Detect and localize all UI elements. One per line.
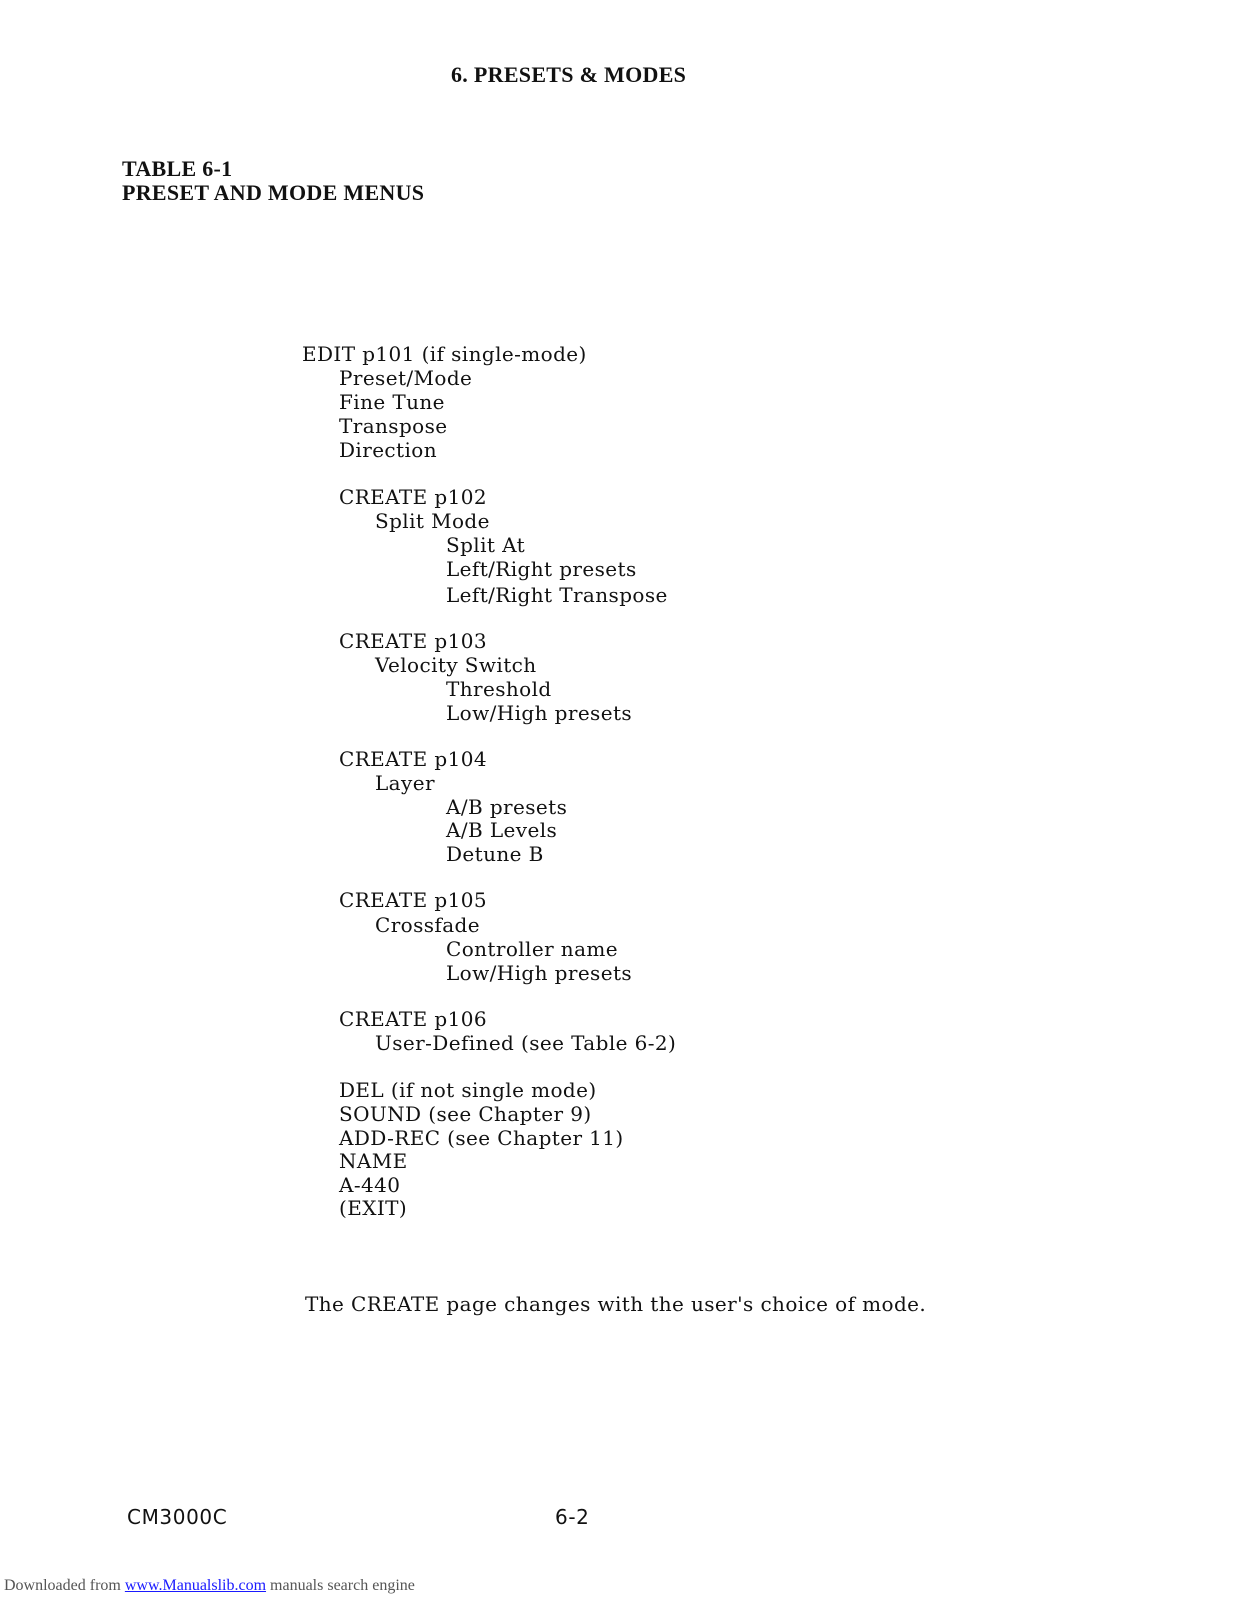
table-number: TABLE 6-1 — [122, 156, 233, 181]
p102-item-lr-presets: Left/Right presets — [446, 557, 637, 581]
menu-create-p102: CREATE p102 — [339, 485, 487, 509]
menu-exit: (EXIT) — [339, 1196, 408, 1220]
menu-create-p106: CREATE p106 — [339, 1007, 487, 1031]
footer-page-number: 6-2 — [555, 1505, 590, 1529]
mode-crossfade: Crossfade — [375, 913, 480, 937]
menu-del: DEL (if not single mode) — [339, 1078, 597, 1102]
menu-add-rec: ADD-REC (see Chapter 11) — [339, 1126, 624, 1150]
menu-create-p104: CREATE p104 — [339, 747, 487, 771]
table-title: PRESET AND MODE MENUS — [122, 180, 425, 205]
mode-split: Split Mode — [375, 509, 490, 533]
p103-item-low-high-presets: Low/High presets — [446, 701, 633, 725]
edit-item-preset-mode: Preset/Mode — [339, 366, 473, 390]
menu-create-p103: CREATE p103 — [339, 629, 487, 653]
mode-layer: Layer — [375, 771, 435, 795]
p105-item-low-high-presets: Low/High presets — [446, 961, 633, 985]
edit-item-fine-tune: Fine Tune — [339, 390, 445, 414]
edit-item-transpose: Transpose — [339, 414, 448, 438]
chapter-title: 6. PRESETS & MODES — [451, 62, 687, 87]
p103-item-threshold: Threshold — [446, 677, 552, 701]
manualslib-link[interactable]: www.Manualslib.com — [124, 1577, 267, 1594]
p104-item-ab-presets: A/B presets — [446, 795, 568, 819]
p102-item-split-at: Split At — [446, 533, 526, 557]
menu-edit: EDIT p101 (if single-mode) — [302, 342, 587, 366]
mode-velocity-switch: Velocity Switch — [375, 653, 537, 677]
menu-name: NAME — [339, 1149, 408, 1173]
create-page-note: The CREATE page changes with the user's choice of mode. — [305, 1292, 927, 1316]
watermark-suffix: manuals search engine — [266, 1577, 415, 1594]
menu-sound: SOUND (see Chapter 9) — [339, 1102, 592, 1126]
watermark-prefix: Downloaded from — [4, 1577, 125, 1594]
p104-item-detune-b: Detune B — [446, 842, 544, 866]
footer-model: CM3000C — [127, 1505, 228, 1529]
p102-item-lr-transpose: Left/Right Transpose — [446, 583, 668, 607]
download-watermark — [4, 1577, 415, 1595]
mode-user-defined: User-Defined (see Table 6-2) — [375, 1031, 677, 1055]
menu-a440: A-440 — [339, 1173, 401, 1197]
edit-item-direction: Direction — [339, 438, 437, 462]
p104-item-ab-levels: A/B Levels — [446, 818, 558, 842]
menu-create-p105: CREATE p105 — [339, 888, 487, 912]
p105-item-controller-name: Controller name — [446, 937, 619, 961]
